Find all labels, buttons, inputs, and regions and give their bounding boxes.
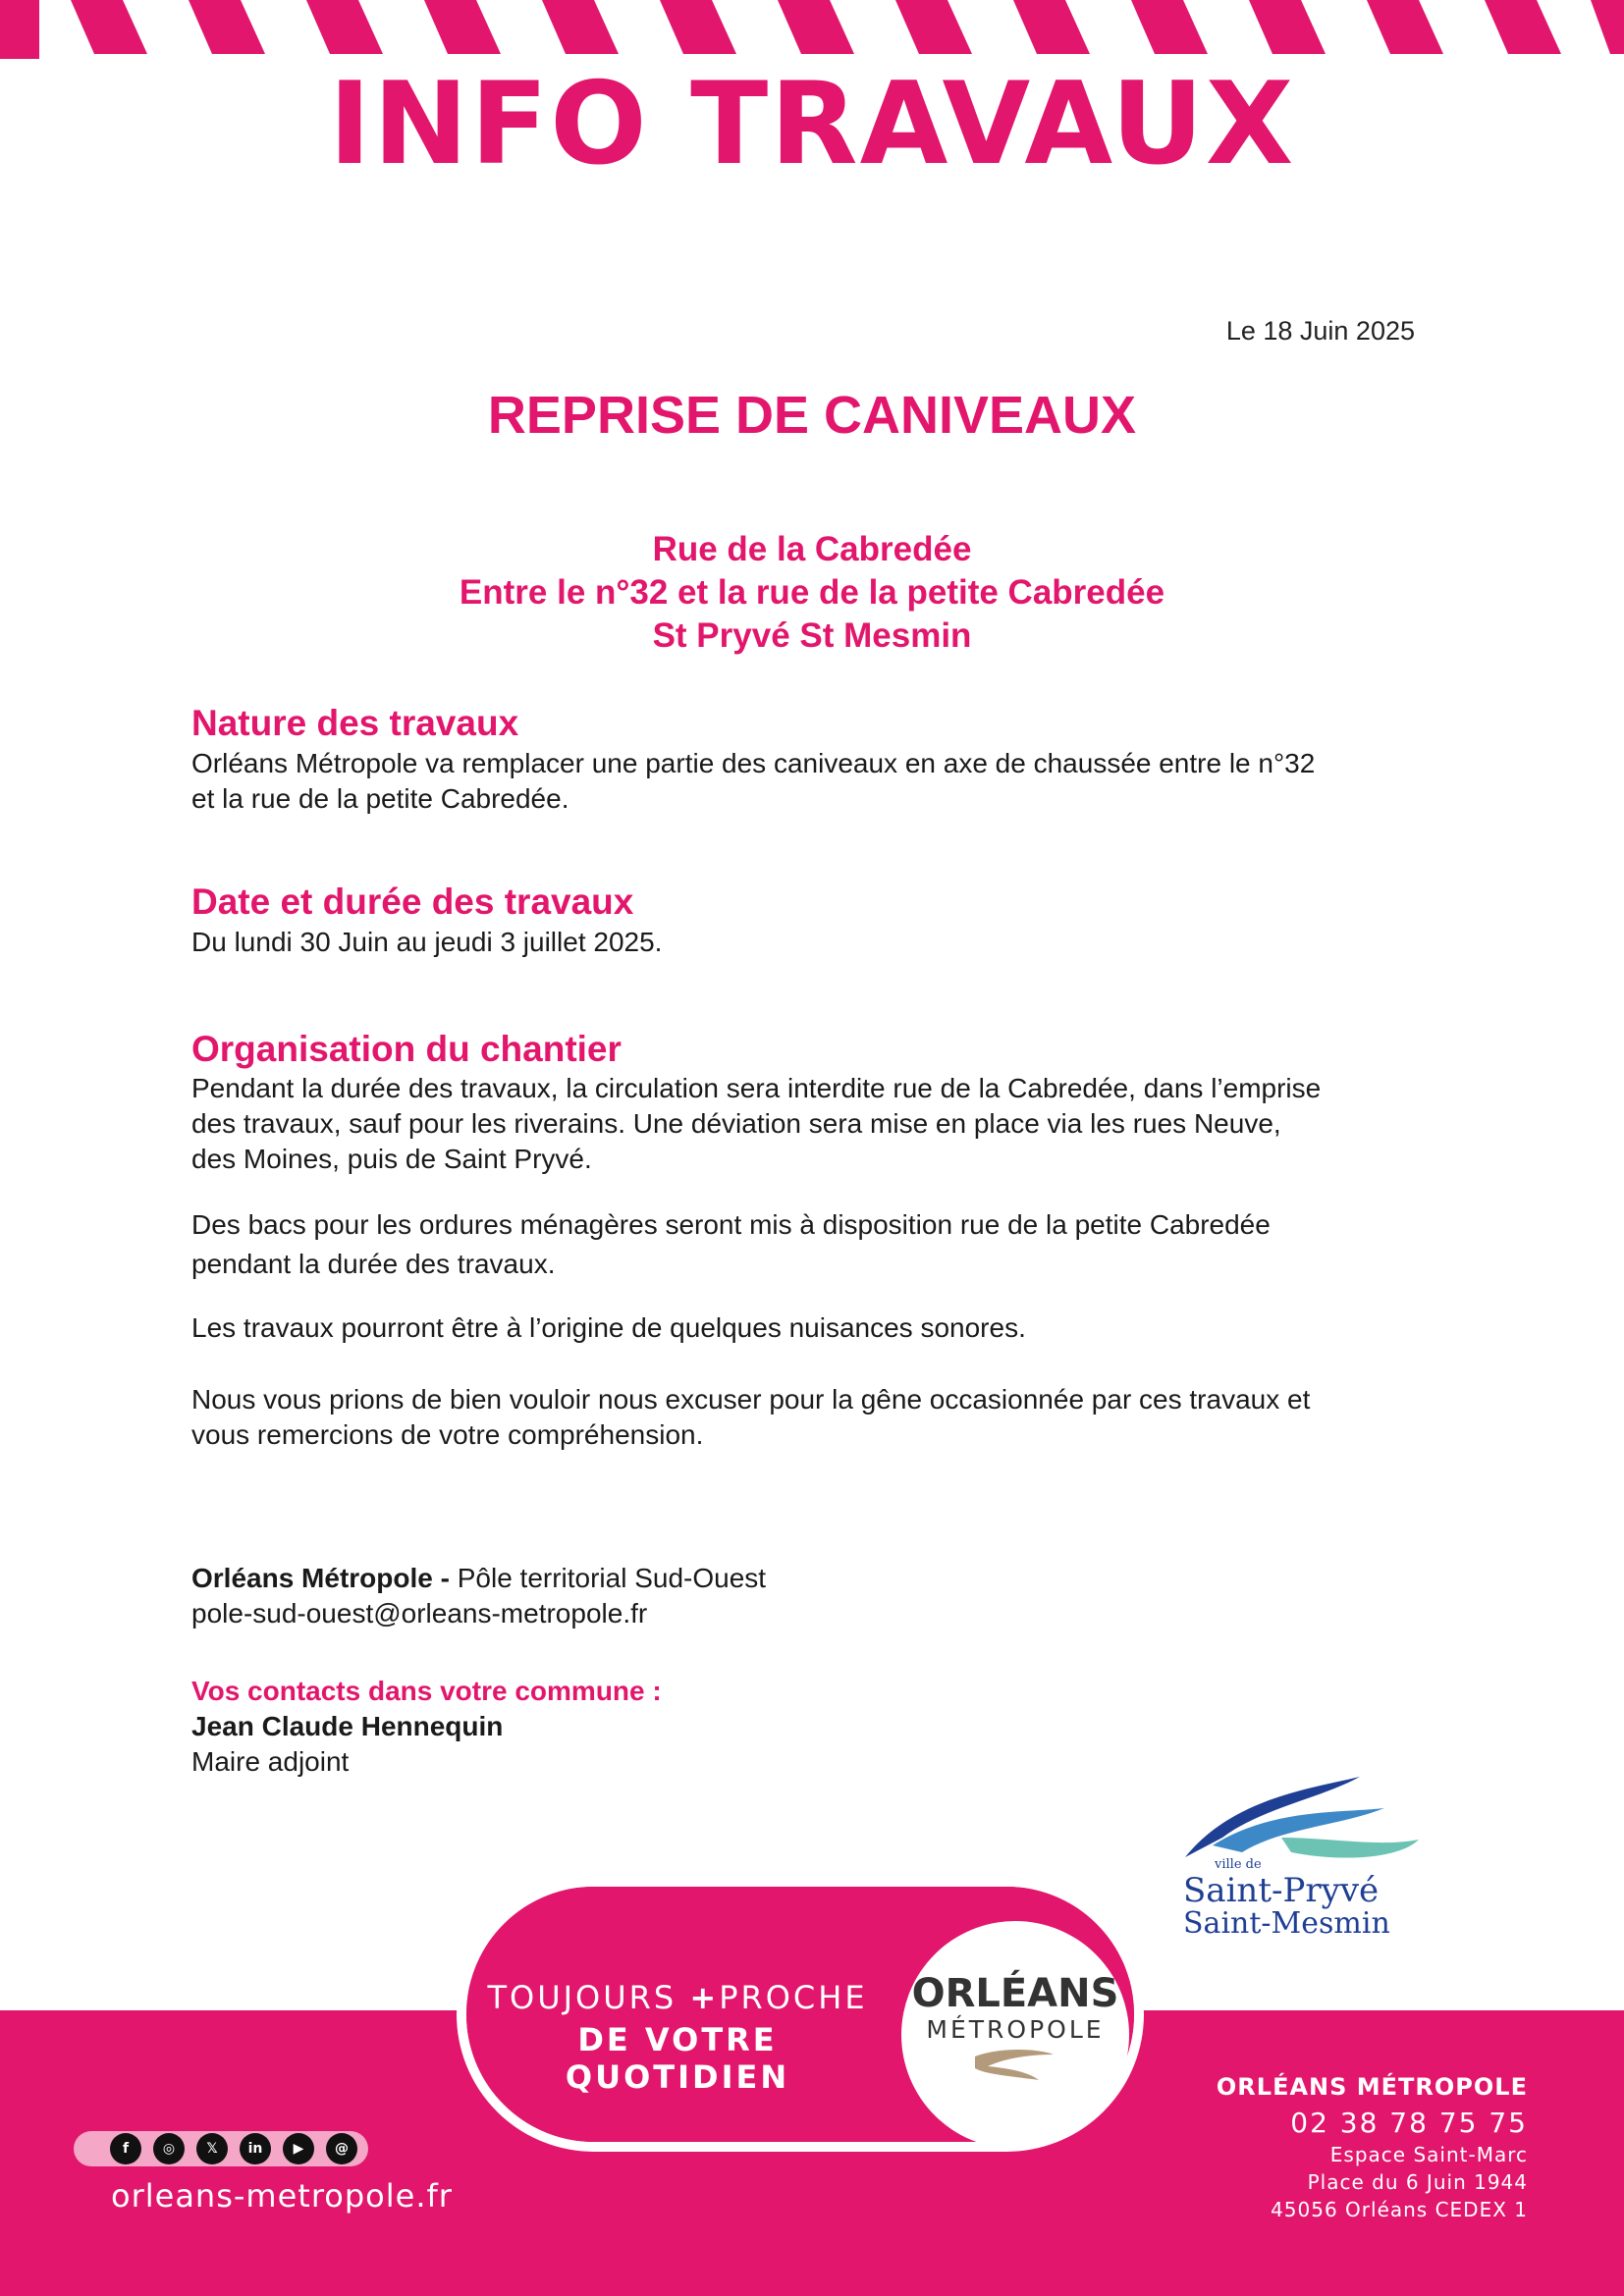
text-line: Orléans Métropole va remplacer une partie des caniveaux en axe de chaussée entre le n°32 bbox=[191, 748, 1316, 778]
saint-pryve-logo bbox=[1173, 1769, 1438, 1946]
section-body-organisation-p3 bbox=[191, 1310, 1429, 1346]
youtube-icon[interactable]: ▶ bbox=[283, 2133, 314, 2164]
slogan-word: TOUJOURS bbox=[487, 1979, 690, 2016]
section-body-organisation-p2 bbox=[191, 1205, 1429, 1284]
document-title: REPRISE DE CANIVEAUX bbox=[487, 386, 1137, 445]
section-body-organisation-p4 bbox=[191, 1382, 1429, 1453]
document-date: Le 18 Juin 2025 bbox=[1225, 316, 1415, 346]
text-line: Les travaux pourront être à l’origine de quelques nuisances sonores. bbox=[191, 1312, 1026, 1343]
instagram-icon[interactable]: ◎ bbox=[153, 2133, 185, 2164]
text-line: Des bacs pour les ordures ménagères seront mis à disposition rue de la petite Cabredée bbox=[191, 1209, 1271, 1240]
text-line: pendant la durée des travaux. bbox=[191, 1249, 556, 1279]
logo-small-text: ville de bbox=[1215, 1857, 1262, 1872]
text-line: vous remercions de votre compréhension. bbox=[191, 1419, 704, 1450]
contact-block bbox=[191, 1561, 766, 1631]
logo-line1: Saint-Pryvé bbox=[1183, 1871, 1380, 1910]
contact-org-line bbox=[191, 1561, 766, 1596]
address-line: Espace Saint-Marc bbox=[1329, 2143, 1528, 2166]
slogan-line2: DE VOTRE QUOTIDIEN bbox=[565, 2021, 790, 2096]
contact-org: Orléans Métropole - bbox=[191, 1563, 450, 1593]
text-line: des travaux, sauf pour les riverains. Une déviation sera mise en place via les rues Neuve, bbox=[191, 1108, 1281, 1139]
section-heading-organisation: Organisation du chantier bbox=[191, 1029, 622, 1069]
location-commune: St Pryvé St Mesmin bbox=[652, 616, 972, 655]
banner-title: INFO TRAVAUX bbox=[328, 58, 1296, 190]
website-link[interactable]: orleans-metropole.fr bbox=[111, 2177, 453, 2215]
address-title: ORLÉANS MÉTROPOLE bbox=[1216, 2073, 1528, 2101]
linkedin-icon[interactable]: in bbox=[240, 2133, 271, 2164]
slogan-line1 bbox=[461, 1979, 893, 2016]
section-body-organisation-p1 bbox=[191, 1071, 1429, 1177]
commune-contact-role: Maire adjoint bbox=[191, 1746, 350, 1777]
contact-pole: Pôle territorial Sud-Ouest bbox=[457, 1563, 767, 1593]
commune-contact-name: Jean Claude Hennequin bbox=[191, 1711, 504, 1741]
brand-name: ORLÉANS bbox=[911, 1971, 1119, 2016]
logo-line2: Saint-Mesmin bbox=[1183, 1906, 1390, 1941]
slogan-plus: + bbox=[689, 1979, 720, 2016]
text-line: Du lundi 30 Juin au jeudi 3 juillet 2025. bbox=[191, 927, 663, 957]
section-heading-date: Date et durée des travaux bbox=[191, 881, 634, 922]
location-street: Rue de la Cabredée bbox=[652, 530, 972, 568]
section-body-date bbox=[191, 925, 1429, 960]
footer-address bbox=[1217, 2073, 1528, 2221]
text-line: et la rue de la petite Cabredée. bbox=[191, 783, 569, 814]
commune-contacts bbox=[191, 1674, 662, 1780]
slogan-word: PROCHE bbox=[719, 1979, 868, 2016]
text-line: Nous vous prions de bien vouloir nous excuser pour la gêne occasionnée par ces travaux et bbox=[191, 1384, 1311, 1415]
location-block bbox=[0, 528, 1624, 658]
section-heading-nature: Nature des travaux bbox=[191, 703, 519, 743]
section-body-nature bbox=[191, 746, 1429, 817]
address-line: Place du 6 Juin 1944 bbox=[1307, 2170, 1528, 2194]
x-icon[interactable]: 𝕏 bbox=[196, 2133, 228, 2164]
location-segment: Entre le n°32 et la rue de la petite Cabredée bbox=[459, 573, 1165, 612]
commune-contacts-heading: Vos contacts dans votre commune : bbox=[191, 1676, 662, 1706]
text-line: des Moines, puis de Saint Pryvé. bbox=[191, 1144, 592, 1174]
brand-sub: MÉTROPOLE bbox=[926, 2015, 1105, 2044]
brand-swoosh-icon bbox=[970, 2045, 1058, 2084]
text-line: Pendant la durée des travaux, la circulation sera interdite rue de la Cabredée, dans l’emprise bbox=[191, 1073, 1322, 1103]
threads-icon[interactable]: @ bbox=[326, 2133, 357, 2164]
facebook-icon[interactable]: f bbox=[110, 2133, 141, 2164]
address-phone[interactable]: 02 38 78 75 75 bbox=[1290, 2107, 1528, 2139]
address-line: 45056 Orléans CEDEX 1 bbox=[1271, 2198, 1528, 2221]
contact-email[interactable]: pole-sud-ouest@orleans-metropole.fr bbox=[191, 1598, 648, 1629]
